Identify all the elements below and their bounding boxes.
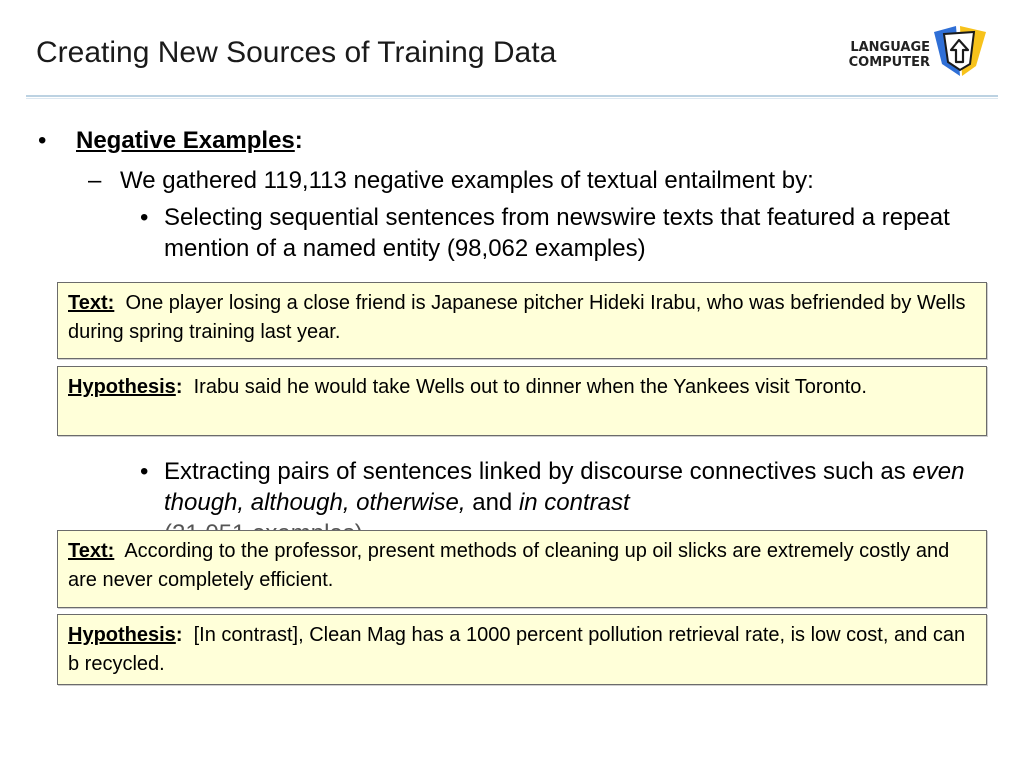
box-label: Hypothesis [68, 376, 176, 398]
bullet-marker: • [38, 127, 47, 154]
text-italic-connectives: even though, although, otherwise, [164, 458, 965, 516]
heading-colon: : [294, 127, 303, 154]
text-example-box-1 [57, 282, 987, 359]
logo-wordmark [826, 40, 930, 70]
dot-marker: • [140, 458, 149, 485]
sub-bullet-text: We gathered 119,113 negative examples of textual entailment by: [120, 167, 814, 194]
title-divider [26, 95, 998, 97]
slide-title: Creating New Sources of Training Data [36, 36, 557, 69]
box-label-colon: : [175, 376, 183, 398]
text-italic-in-contrast: in contrast [518, 489, 630, 516]
logo-line-2: COMPUTER [848, 55, 930, 70]
text-mid: and [465, 489, 519, 516]
box-label: Hypothesis [68, 624, 176, 646]
sub-sub-bullet-text: Selecting sequential sentences from newswire texts that featured a repeat mention of a named entity (98,062 examples) [164, 204, 950, 262]
box-label: Text: [68, 292, 115, 314]
title-divider-shadow [26, 98, 998, 99]
heading-underlined: Negative Examples [76, 127, 295, 154]
box-label: Text: [68, 540, 115, 562]
box-body: [In contrast], Clean Mag has a 1000 percent pollution retrieval rate, is low cost, and can b recycled. [68, 624, 966, 675]
hypothesis-example-box-1 [57, 366, 987, 436]
bullet-heading [76, 127, 303, 155]
box-body: One player losing a close friend is Japanese pitcher Hideki Irabu, who was befriended by Wells during spring training last year. [68, 292, 966, 343]
dash-marker: – [88, 167, 102, 194]
text-example-box-2 [57, 530, 987, 608]
text-lead: Extracting pairs of sentences linked by discourse connectives such as [164, 458, 913, 485]
dot-marker: • [140, 204, 149, 231]
box-body: According to the professor, present methods of cleaning up oil slicks are extremely costly and are never completely efficient. [68, 540, 950, 591]
logo-line-1: LANGUAGE [850, 40, 930, 55]
hypothesis-example-box-2 [57, 614, 987, 685]
box-body: Irabu said he would take Wells out to dinner when the Yankees visit Toronto. [193, 376, 867, 398]
language-computer-logo [826, 24, 996, 80]
box-label-colon: : [175, 624, 183, 646]
logo-shield-icon [930, 24, 992, 80]
